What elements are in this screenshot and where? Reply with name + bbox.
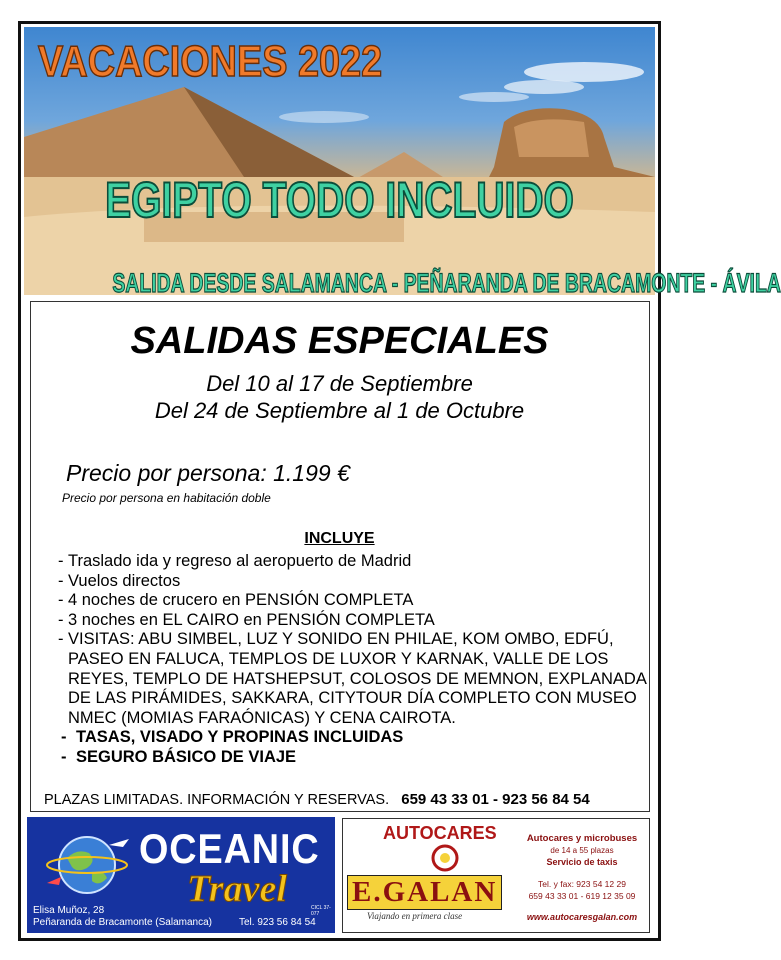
list-item: - Vuelos directos: [58, 571, 181, 590]
galan-phone[interactable]: Tel. y fax: 923 54 12 29: [538, 879, 626, 889]
list-dash: -: [58, 571, 64, 590]
includes-heading: INCLUYE: [304, 530, 375, 547]
license-number: CICL 37-077: [311, 905, 331, 917]
galan-website[interactable]: www.autocaresgalan.com: [526, 912, 638, 922]
galan-service-1: Autocares y microbuses: [526, 833, 638, 844]
galan-slogan: Viajando en primera clase: [367, 911, 463, 921]
list-dash: -: [58, 630, 64, 649]
oceanic-travel-logo: [27, 817, 335, 933]
galan-name: E.GALAN: [347, 875, 502, 910]
oceanic-brand: OCEANIC: [139, 825, 320, 872]
reservations-line: [44, 791, 590, 808]
vacaciones-title: VACACIONES 2022: [38, 37, 383, 86]
banner-image: [24, 27, 781, 298]
price-label: Precio por persona:: [66, 460, 274, 486]
date-range-2: Del 24 de Septiembre al 1 de Octubre: [154, 398, 525, 423]
list-item-bold: - TASAS, VISADO Y PROPINAS INCLUIDAS: [61, 728, 404, 747]
travel-brand: Travel: [187, 868, 287, 910]
destination-title: EGIPTO TODO INCLUIDO: [105, 172, 574, 228]
galan-mobiles[interactable]: 659 43 33 01 - 619 12 35 09: [528, 891, 636, 901]
includes-list: [58, 552, 648, 768]
bus-wheel-icon: [415, 843, 475, 873]
price-value: 1.199 €: [273, 460, 350, 486]
galan-service-3: Servicio de taxis: [546, 857, 618, 867]
autocares-label: AUTOCARES: [383, 823, 497, 843]
list-dash: -: [58, 610, 64, 629]
list-dash: -: [61, 728, 67, 747]
date-range-1: Del 10 al 17 de Septiembre: [206, 371, 473, 396]
list-dash: -: [58, 552, 64, 570]
list-dash: -: [61, 747, 67, 766]
price-line: [66, 460, 350, 487]
reservations-text: PLAZAS LIMITADAS. INFORMACIÓN Y RESERVAS.: [44, 792, 390, 808]
list-item-bold: - SEGURO BÁSICO DE VIAJE: [61, 747, 297, 766]
list-item: - VISITAS: ABU SIMBEL, LUZ Y SONIDO EN PHILAE, KOM OMBO, EDFÚ, PASEO EN FALUCA, TEMPLOS DE LUXOR Y KARNAK, VALLE DE LOS REYES, TEMPLO DE HATSHEPSUT, COLOSOS DE MEMNON, EXPLANADA DE LAS PIRÁMIDES, SAKKARA, CITYTOUR DÍA COMPLETO CON MUSEO NMEC (MOMIAS FARAÓNICAS) Y CENA CAIROTA.: [58, 630, 646, 727]
autocares-galan-logo: [342, 818, 650, 933]
list-item: - 3 noches en EL CAIRO en PENSIÓN COMPLETA: [58, 610, 435, 629]
list-item: - 4 noches de crucero en PENSIÓN COMPLETA: [58, 591, 414, 610]
globe-icon: [37, 823, 137, 903]
departure-cities: SALIDA DESDE SALAMANCA - PEÑARANDA DE BRACAMONTE - ÁVILA: [112, 268, 781, 298]
list-item: - Traslado ida y regreso al aeropuerto de Madrid: [58, 552, 412, 570]
reservations-phones[interactable]: 659 43 33 01 - 923 56 84 54: [401, 791, 590, 808]
galan-service-2: de 14 a 55 plazas: [550, 846, 614, 855]
price-note: Precio por persona en habitación doble: [62, 491, 271, 505]
list-dash: -: [58, 591, 64, 610]
oceanic-address: Elisa Muñoz, 28 Peñaranda de Bracamonte (Salamanca): [33, 905, 212, 928]
oceanic-phone[interactable]: Tel. 923 56 84 54: [239, 917, 316, 928]
special-departures-title: SALIDAS ESPECIALES: [130, 320, 549, 362]
